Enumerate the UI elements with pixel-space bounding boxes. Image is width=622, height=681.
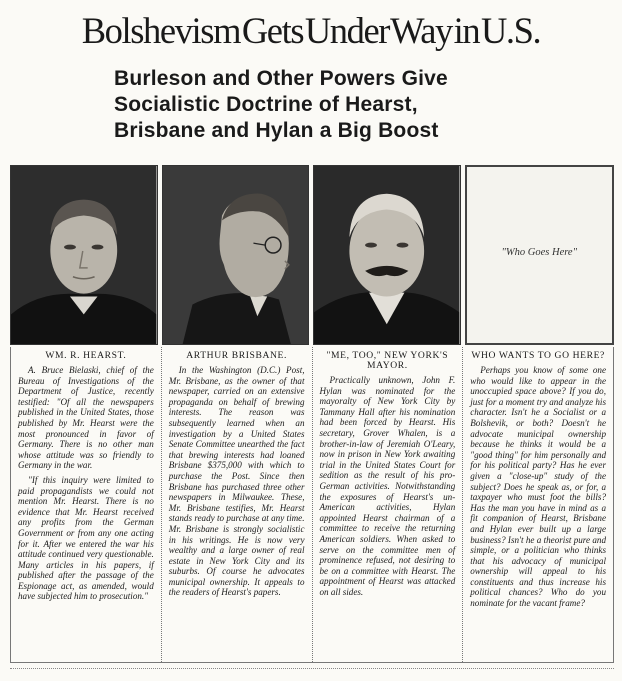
column-heading: WM. R. HEARST. [45, 350, 127, 361]
vacant-frame-caption: "Who Goes Here" [501, 247, 577, 258]
headline: Bolshevism Gets Under Way in U.S. [81, 10, 541, 51]
portrait-row [10, 165, 614, 345]
portrait-photo-hearst [10, 165, 158, 345]
column-hearst [11, 347, 162, 662]
subhead [114, 66, 614, 144]
column-hylan [313, 347, 464, 662]
column-vacant [463, 347, 613, 662]
column-paragraph: Perhaps you know of some one who would like to appear in the unoccupied space above? If you do, just for a moment try and analyze his character. Isn't he a Socialist or a Bolshevik, or both? Doesn't he advocate municipal ownership because he thinks it would be a "good thing" for him personally and for his political party? Has he ever given a "close-up" study of the subject? Does he speak as, or for, a taxpayer who must foot the bills? Has the man you have in mind as a fit companion of Hearst, Brisbane and Hylan ever built up a large business? Isn't he a theorist pure and simple, or a politician who thinks that his advocacy of municipal ownership will appeal to his constituents and thus increase his political chances? Who do you nominate for the vacant frame? [470, 365, 606, 609]
column-paragraph: In the Washington (D.C.) Post, Mr. Brisbane, as the owner of that newspaper, carried on an extensive propaganda on behalf of brewing interests. The reason was subsequently learned when an investigation by a United States Senate Committee unearthed the fact that brewing interests had loaned Brisbane $375,000 with which to purchase the Post. Since then Brisbane has purchased three other newspapers in Milwaukee. These, Mr. Brisbane testifies, Mr. Hearst stands ready to purchase at any time. Mr. Brisbane is strongly socialistic in his writings. He is now very wealthy and a large owner of real estate in New York City and its suburbs. Of course he advocates municipal ownership. It appeals to the readers of Hearst's papers. [168, 365, 305, 598]
subhead-line: Socialistic Doctrine of Hearst, [114, 93, 418, 116]
column-heading: "ME, TOO," NEW YORK'S MAYOR. [326, 350, 449, 371]
article-columns [10, 347, 614, 663]
subhead-line: Brisbane and Hylan a Big Boost [114, 119, 439, 142]
column-paragraph: "If this inquiry were limited to paid propagandists we could not mention Mr. Hearst. There is no evidence that Mr. Hearst received any profits from the German Government or from any one acting for it. After we entered the war his attitude continued very questionable. Many articles in his papers, if published after the passage of the Espionage act, as amended, would have subjected him to prosecution." [18, 474, 154, 602]
column-brisbane [162, 347, 313, 662]
column-paragraph: A. Bruce Bielaski, chief of the Bureau of Investigations of the Department of Justice, recently testified: "Of all the newspapers published in the United States, those published by Mr. Hearst were the most pronounced in favor of Germany. There is no other man whose attitude was so friendly to Germany in the war. [18, 365, 154, 471]
portrait-photo-brisbane [162, 165, 310, 345]
column-heading: WHO WANTS TO GO HERE? [471, 350, 605, 361]
bottom-rule [10, 668, 614, 669]
column-paragraph: Practically unknown, John F. Hylan was nominated for the mayoralty of New York City by Tammany Hall after his nomination had been forced by Hearst. His secretary, Grover Whalen, is a brother-in-law of Jeremiah O'Leary, now in prison in New York awaiting trial in the United States Court for sedition as the result of his pro-German activities. Notwithstanding the exposures of Hearst's un-American activities, Hylan appointed Hearst chairman of a committee to receive the returning American soldiers. When asked to serve on the committee men of prominence refused, not desiring to be on a committee with Hearst. The appointment of Hearst was attacked on all sides. [319, 375, 456, 597]
column-heading: ARTHUR BRISBANE. [186, 350, 287, 361]
portrait-photo-hylan [313, 165, 461, 345]
subhead-line: Burleson and Other Powers Give [114, 67, 448, 90]
vacant-frame [465, 165, 615, 345]
